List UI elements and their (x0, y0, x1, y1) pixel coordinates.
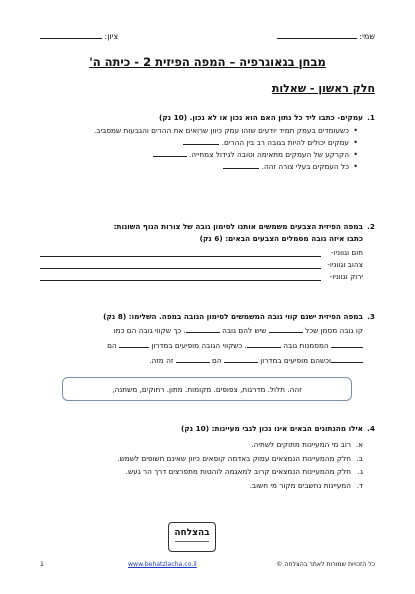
behatzlacha-logo (168, 522, 216, 552)
statement-item: • כל העמקים בעלי צורה זהה. (40, 161, 349, 173)
question-number: 4. (367, 424, 375, 433)
fill-paragraph (40, 323, 363, 368)
exam-title: מבחן בגאוגרפיה – המפה הפיזית 2 - כיתה ה' (89, 55, 326, 69)
grade-line[interactable] (40, 38, 102, 39)
answer-line[interactable] (176, 362, 210, 363)
question-4 (40, 423, 375, 492)
question-title: עמקים- כתבו ליד כל נתון האם הוא נכון או לא נכון. (10 נק) (159, 113, 363, 122)
fill-row: צהוב וגווניו- (40, 259, 363, 271)
question-number: 2. (367, 222, 375, 231)
fill-line: המסמנות גובה . כשקווי הגובה מופיעים במדרון הם (40, 338, 363, 353)
fill-row: חום וגווניו- (40, 247, 363, 259)
color-rows (40, 247, 363, 283)
question-2 (40, 221, 375, 283)
option-item[interactable]: ב. חלק מהמעיינות הנמצאים עמוק באדמה קופאים כיוון שאינם חשופים לשמש. (117, 453, 363, 463)
question-title: במפה הפיזית ישנם קווי גובה המשמשים לסימון הגובה במפה. השלימו: (8 נק) (103, 312, 363, 321)
answer-line[interactable] (331, 347, 363, 348)
question-number: 1. (367, 113, 375, 122)
logo-text: בהצלחה (174, 528, 210, 538)
answer-line[interactable] (224, 362, 258, 363)
question-title: במפה הפיזית הצבעים משמשים אותנו לסימון גובה של צורות הנוף השונות: (113, 222, 363, 231)
answer-line[interactable] (223, 168, 259, 169)
answer-line[interactable] (331, 362, 363, 363)
grade-field[interactable] (40, 32, 118, 41)
fill-line: קו גובה מסמן שכל שיש להם גובה . כך שקווי גובה הם כמו (113, 326, 363, 335)
name-line[interactable] (277, 38, 357, 39)
question-subtitle: כתבו איזה גובה מסמלים הצבעים הבאים: (6 נק) (199, 234, 363, 243)
fill-row: ירוק וגווניו- (40, 271, 363, 283)
option-item[interactable]: ד. המעיינות נחשבים מקור מי חשוב. (249, 480, 363, 490)
answer-line[interactable] (247, 347, 281, 348)
logo-underline (175, 541, 209, 548)
fill-line: וכשהם מופיעים במדרון הם זה מזה. (40, 353, 363, 368)
answer-line[interactable] (40, 268, 321, 269)
statement-item: • הקרקע של העמקים מתאימה וטובה לגידול צמחייה. (40, 149, 349, 161)
answer-line[interactable] (183, 144, 219, 145)
section-title: חלק ראשון - שאלות (271, 82, 375, 95)
question-3 (40, 311, 375, 368)
answer-line[interactable] (153, 156, 187, 157)
option-item[interactable]: א. רוב מי המעיינות מתוקים לשתיה. (251, 440, 363, 449)
header-row (40, 32, 375, 46)
question-1 (40, 112, 375, 173)
word-bank: זהה. תלול. מדרגות, צפופים. מקומות. מתון. רחוקים, משתנה, (62, 377, 352, 401)
question-number: 3. (367, 312, 375, 321)
answer-line[interactable] (40, 280, 321, 281)
statement-list (40, 125, 363, 173)
question-title: אילו מהנתונים הבאים אינו נכון לגבי מעיינות: (10 נק) (181, 424, 363, 433)
copyright: כל הזכויות שמורות לאתר בהצלחה © (276, 561, 375, 568)
answer-line[interactable] (119, 347, 149, 348)
statement-item: • עמקים יכולים להיות בגובה רב בין ההרים. (40, 137, 349, 149)
answer-line[interactable] (40, 256, 321, 257)
grade-label: ציון: (104, 32, 119, 41)
name-label: שמי: (359, 32, 375, 41)
answer-line[interactable] (269, 332, 303, 333)
statement-item: • כשעומדים בעמק תמיד יודעים שזהו עמק כיוון שרואים את ההרים והגבעות שמסביב. (40, 125, 349, 137)
name-field[interactable] (277, 32, 375, 41)
site-link[interactable]: www.behatzlacha.co.il (128, 561, 197, 568)
page-number: 1 (40, 561, 44, 568)
answer-line[interactable] (186, 332, 220, 333)
option-item[interactable]: ג. חלק מהמעיינות הנמצאים קרוב למאגמה לוהטות מתפרצים דרך הר געש. (125, 467, 363, 476)
options-list (40, 438, 363, 492)
